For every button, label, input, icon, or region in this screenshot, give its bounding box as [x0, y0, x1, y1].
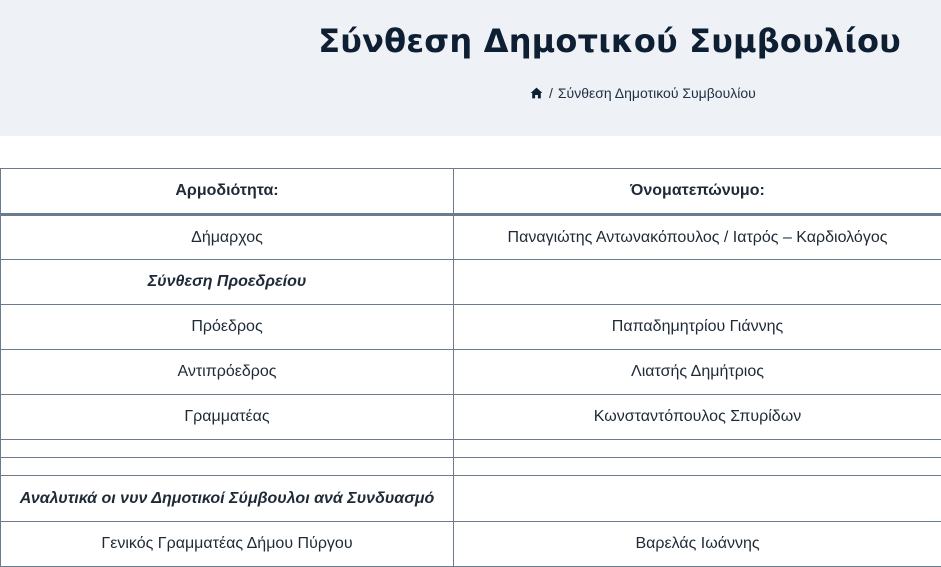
table-row-empty: [1, 458, 941, 476]
column-header-role: Αρμοδιότητα:: [1, 169, 454, 215]
home-icon: [530, 87, 543, 99]
breadcrumb-current: Σύνθεση Δημοτικού Συμβουλίου: [558, 85, 756, 101]
cell-name: Παπαδημητρίου Γιάννης: [454, 305, 941, 350]
cell-empty: [1, 440, 454, 458]
cell-role: Αντιπρόεδρος: [1, 350, 454, 395]
cell-role: Γραμματέας: [1, 395, 454, 440]
table-row: [1, 215, 941, 260]
cell-role: Πρόεδρος: [1, 305, 454, 350]
cell-empty: [454, 440, 941, 458]
cell-name: Βαρελάς Ιωάννης: [454, 522, 941, 567]
cell-name: [454, 260, 941, 305]
cell-name: Λιατσής Δημήτριος: [454, 350, 941, 395]
breadcrumb: [530, 85, 756, 101]
section-heading-councillors: Αναλυτικά οι νυν Δημοτικοί Σύμβουλοι ανά Συνδυασμό: [1, 476, 454, 522]
table-row: [1, 395, 941, 440]
table-row: [1, 476, 941, 522]
cell-role: Δήμαρχος: [1, 215, 454, 260]
cell-empty: [1, 458, 454, 476]
cell-name: [454, 476, 941, 522]
cell-empty: [454, 458, 941, 476]
breadcrumb-separator: /: [549, 85, 553, 101]
council-table-container: [0, 168, 941, 567]
page-header: [0, 0, 941, 136]
council-table: [0, 168, 941, 567]
breadcrumb-home-link[interactable]: [530, 87, 543, 99]
cell-name: Κωνσταντόπουλος Σπυρίδων: [454, 395, 941, 440]
table-row: [1, 260, 941, 305]
cell-name: Παναγιώτης Αντωνακόπουλος / Ιατρός – Καρδιολόγος: [454, 215, 941, 260]
table-row-empty: [1, 440, 941, 458]
column-header-name: Όνοματεπώνυμο:: [454, 169, 941, 215]
table-row: [1, 522, 941, 567]
table-row: [1, 305, 941, 350]
page-title: Σύνθεση Δημοτικού Συμβουλίου: [318, 22, 901, 60]
table-header-row: [1, 169, 941, 215]
section-heading-presidium: Σύνθεση Προεδρείου: [1, 260, 454, 305]
cell-role: Γενικός Γραμματέας Δήμου Πύργου: [1, 522, 454, 567]
table-row: [1, 350, 941, 395]
